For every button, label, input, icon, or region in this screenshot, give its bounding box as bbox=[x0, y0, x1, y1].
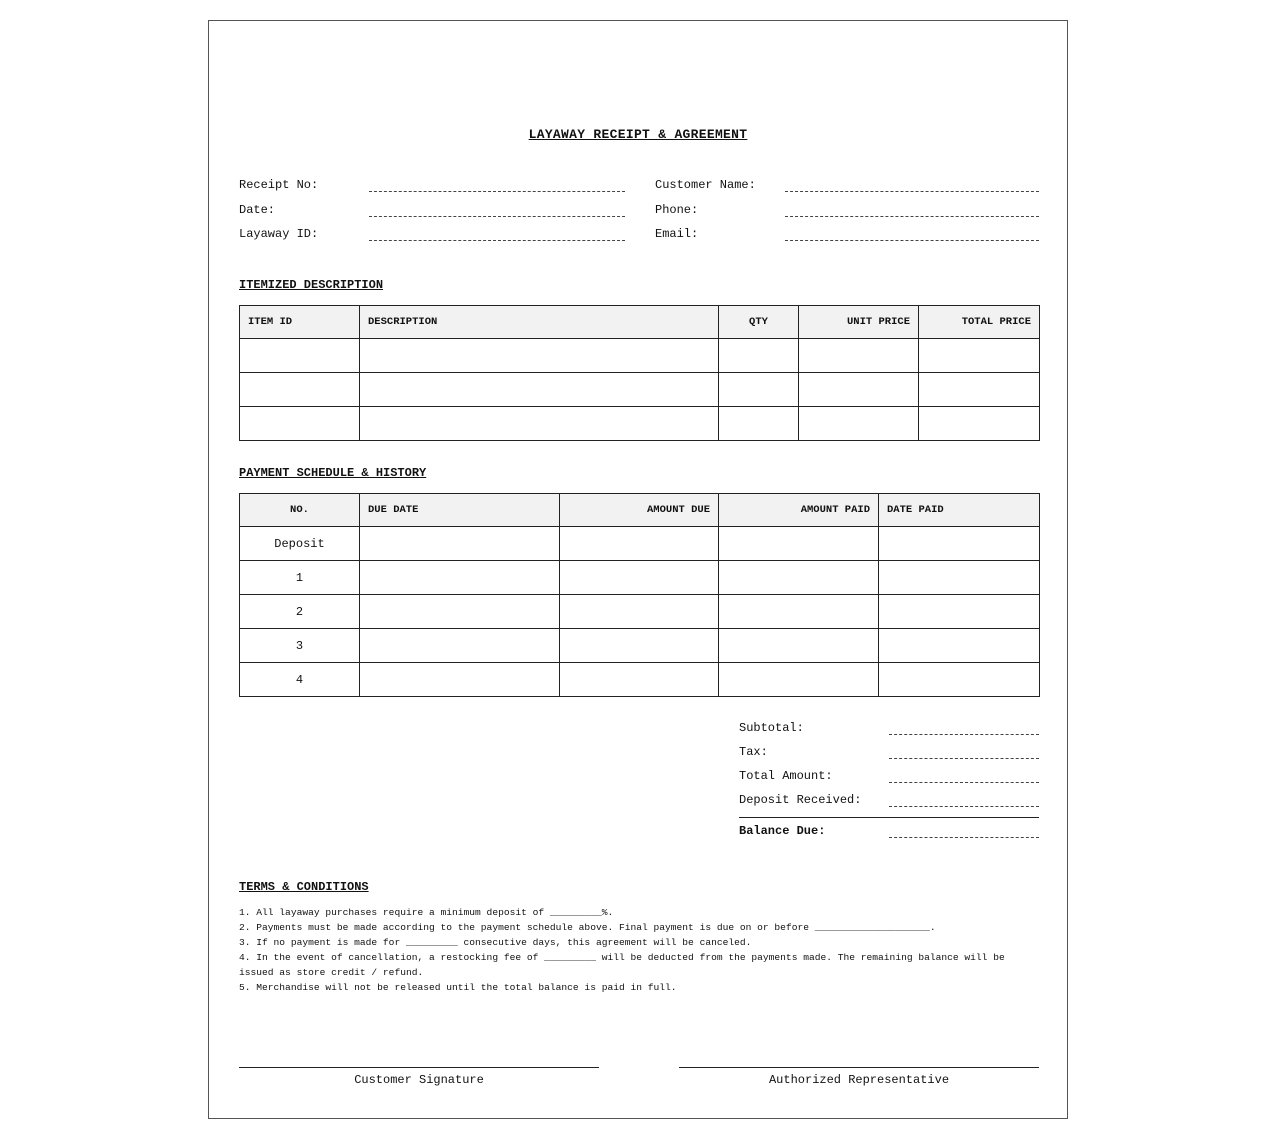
deposit-received-line[interactable] bbox=[889, 806, 1039, 807]
representative-signature-block[interactable] bbox=[679, 1067, 1039, 1087]
layaway-id-line[interactable] bbox=[369, 240, 625, 241]
table-row bbox=[240, 663, 1040, 697]
description-cell[interactable] bbox=[360, 373, 719, 407]
unit-price-cell[interactable] bbox=[799, 407, 919, 441]
email-field[interactable] bbox=[655, 227, 1039, 245]
customer-name-label: Customer Name: bbox=[655, 178, 756, 192]
item-id-cell[interactable] bbox=[240, 373, 360, 407]
due-date-cell[interactable] bbox=[360, 595, 560, 629]
customer-signature-label: Customer Signature bbox=[354, 1073, 484, 1087]
payments-header-row bbox=[240, 494, 1040, 527]
table-row bbox=[240, 407, 1040, 441]
table-row bbox=[240, 339, 1040, 373]
date-paid-cell[interactable] bbox=[879, 561, 1040, 595]
customer-signature-block[interactable] bbox=[239, 1067, 599, 1087]
receipt-no-line[interactable] bbox=[369, 191, 625, 192]
receipt-no-field[interactable] bbox=[239, 178, 625, 196]
amount-paid-cell[interactable] bbox=[719, 561, 879, 595]
layaway-id-label: Layaway ID: bbox=[239, 227, 319, 241]
phone-label: Phone: bbox=[655, 203, 699, 217]
table-row bbox=[240, 629, 1040, 663]
table-row bbox=[240, 561, 1040, 595]
qty-cell[interactable] bbox=[719, 407, 799, 441]
amount-due-cell[interactable] bbox=[560, 595, 719, 629]
payment-no-cell: 4 bbox=[240, 663, 360, 697]
amount-paid-cell[interactable] bbox=[719, 663, 879, 697]
subtotal-row[interactable] bbox=[739, 721, 1039, 739]
payment-no-cell: 2 bbox=[240, 595, 360, 629]
items-header-item-id: ITEM ID bbox=[240, 306, 360, 339]
amount-paid-cell[interactable] bbox=[719, 527, 879, 561]
subtotal-line[interactable] bbox=[889, 734, 1039, 735]
items-header-qty: QTY bbox=[719, 306, 799, 339]
representative-signature-label: Authorized Representative bbox=[768, 1073, 950, 1087]
terms-item: 5. Merchandise will not be released until the total balance is paid in full. bbox=[239, 982, 677, 993]
tax-row[interactable] bbox=[739, 745, 1039, 763]
date-line[interactable] bbox=[369, 216, 625, 217]
receipt-page bbox=[208, 20, 1068, 1119]
amount-due-cell[interactable] bbox=[560, 527, 719, 561]
customer-name-field[interactable] bbox=[655, 178, 1039, 196]
date-label: Date: bbox=[239, 203, 276, 217]
summary-divider bbox=[739, 817, 1039, 818]
total-price-cell[interactable] bbox=[919, 339, 1040, 373]
items-header-unit-price: UNIT PRICE bbox=[799, 306, 919, 339]
items-table bbox=[239, 305, 1040, 441]
date-paid-cell[interactable] bbox=[879, 663, 1040, 697]
subtotal-label: Subtotal: bbox=[739, 721, 804, 735]
terms-item: 2. Payments must be made according to the payment schedule above. Final payment is due on or before ____________________. bbox=[239, 922, 936, 933]
balance-due-label: Balance Due: bbox=[739, 824, 826, 838]
due-date-cell[interactable] bbox=[360, 561, 560, 595]
payment-no-cell: Deposit bbox=[240, 527, 360, 561]
payments-header-no: NO. bbox=[240, 494, 360, 527]
items-header-row bbox=[240, 306, 1040, 339]
due-date-cell[interactable] bbox=[360, 527, 560, 561]
tax-line[interactable] bbox=[889, 758, 1039, 759]
item-id-cell[interactable] bbox=[240, 339, 360, 373]
customer-signature-line[interactable] bbox=[239, 1067, 599, 1068]
deposit-received-label: Deposit Received: bbox=[739, 793, 862, 807]
total-price-cell[interactable] bbox=[919, 407, 1040, 441]
total-amount-label: Total Amount: bbox=[739, 769, 833, 783]
table-row bbox=[240, 595, 1040, 629]
phone-line[interactable] bbox=[785, 216, 1039, 217]
document-title: LAYAWAY RECEIPT & AGREEMENT bbox=[528, 127, 748, 142]
total-amount-row[interactable] bbox=[739, 769, 1039, 787]
item-id-cell[interactable] bbox=[240, 407, 360, 441]
description-cell[interactable] bbox=[360, 339, 719, 373]
amount-due-cell[interactable] bbox=[560, 663, 719, 697]
balance-due-line[interactable] bbox=[889, 837, 1039, 838]
amount-paid-cell[interactable] bbox=[719, 595, 879, 629]
items-section-title: ITEMIZED DESCRIPTION bbox=[239, 278, 384, 292]
qty-cell[interactable] bbox=[719, 373, 799, 407]
due-date-cell[interactable] bbox=[360, 629, 560, 663]
date-paid-cell[interactable] bbox=[879, 595, 1040, 629]
payments-header-date-paid: DATE PAID bbox=[879, 494, 1040, 527]
payments-section-title: PAYMENT SCHEDULE & HISTORY bbox=[239, 466, 427, 480]
table-row bbox=[240, 373, 1040, 407]
layaway-id-field[interactable] bbox=[239, 227, 625, 245]
customer-name-line[interactable] bbox=[785, 191, 1039, 192]
qty-cell[interactable] bbox=[719, 339, 799, 373]
total-amount-line[interactable] bbox=[889, 782, 1039, 783]
representative-signature-line[interactable] bbox=[679, 1067, 1039, 1068]
total-price-cell[interactable] bbox=[919, 373, 1040, 407]
tax-label: Tax: bbox=[739, 745, 768, 759]
receipt-no-label: Receipt No: bbox=[239, 178, 319, 192]
terms-list bbox=[239, 905, 1039, 995]
payment-no-cell: 1 bbox=[240, 561, 360, 595]
payments-table bbox=[239, 493, 1040, 697]
phone-field[interactable] bbox=[655, 203, 1039, 221]
balance-due-row[interactable] bbox=[739, 824, 1039, 842]
amount-paid-cell[interactable] bbox=[719, 629, 879, 663]
terms-item: 3. If no payment is made for _________ consecutive days, this agreement will be canceled. bbox=[239, 937, 752, 948]
payments-header-due-date: DUE DATE bbox=[360, 494, 560, 527]
unit-price-cell[interactable] bbox=[799, 373, 919, 407]
terms-section-title: TERMS & CONDITIONS bbox=[239, 880, 369, 894]
amount-due-cell[interactable] bbox=[560, 561, 719, 595]
deposit-received-row[interactable] bbox=[739, 793, 1039, 811]
amount-due-cell[interactable] bbox=[560, 629, 719, 663]
date-paid-cell[interactable] bbox=[879, 527, 1040, 561]
email-label: Email: bbox=[655, 227, 699, 241]
email-line[interactable] bbox=[785, 240, 1039, 241]
description-cell[interactable] bbox=[360, 407, 719, 441]
items-header-description: DESCRIPTION bbox=[360, 306, 719, 339]
items-header-total-price: TOTAL PRICE bbox=[919, 306, 1040, 339]
due-date-cell[interactable] bbox=[360, 663, 560, 697]
payments-header-amount-paid: AMOUNT PAID bbox=[719, 494, 879, 527]
unit-price-cell[interactable] bbox=[799, 339, 919, 373]
terms-item: 1. All layaway purchases require a minimum deposit of _________%. bbox=[239, 907, 614, 918]
date-paid-cell[interactable] bbox=[879, 629, 1040, 663]
table-row bbox=[240, 527, 1040, 561]
payment-no-cell: 3 bbox=[240, 629, 360, 663]
payments-header-amount-due: AMOUNT DUE bbox=[560, 494, 719, 527]
date-field[interactable] bbox=[239, 203, 625, 221]
terms-item: 4. In the event of cancellation, a restocking fee of _________ will be deducted from the payments made. The remaining balance will be issued as store credit / refund. bbox=[239, 952, 1005, 978]
